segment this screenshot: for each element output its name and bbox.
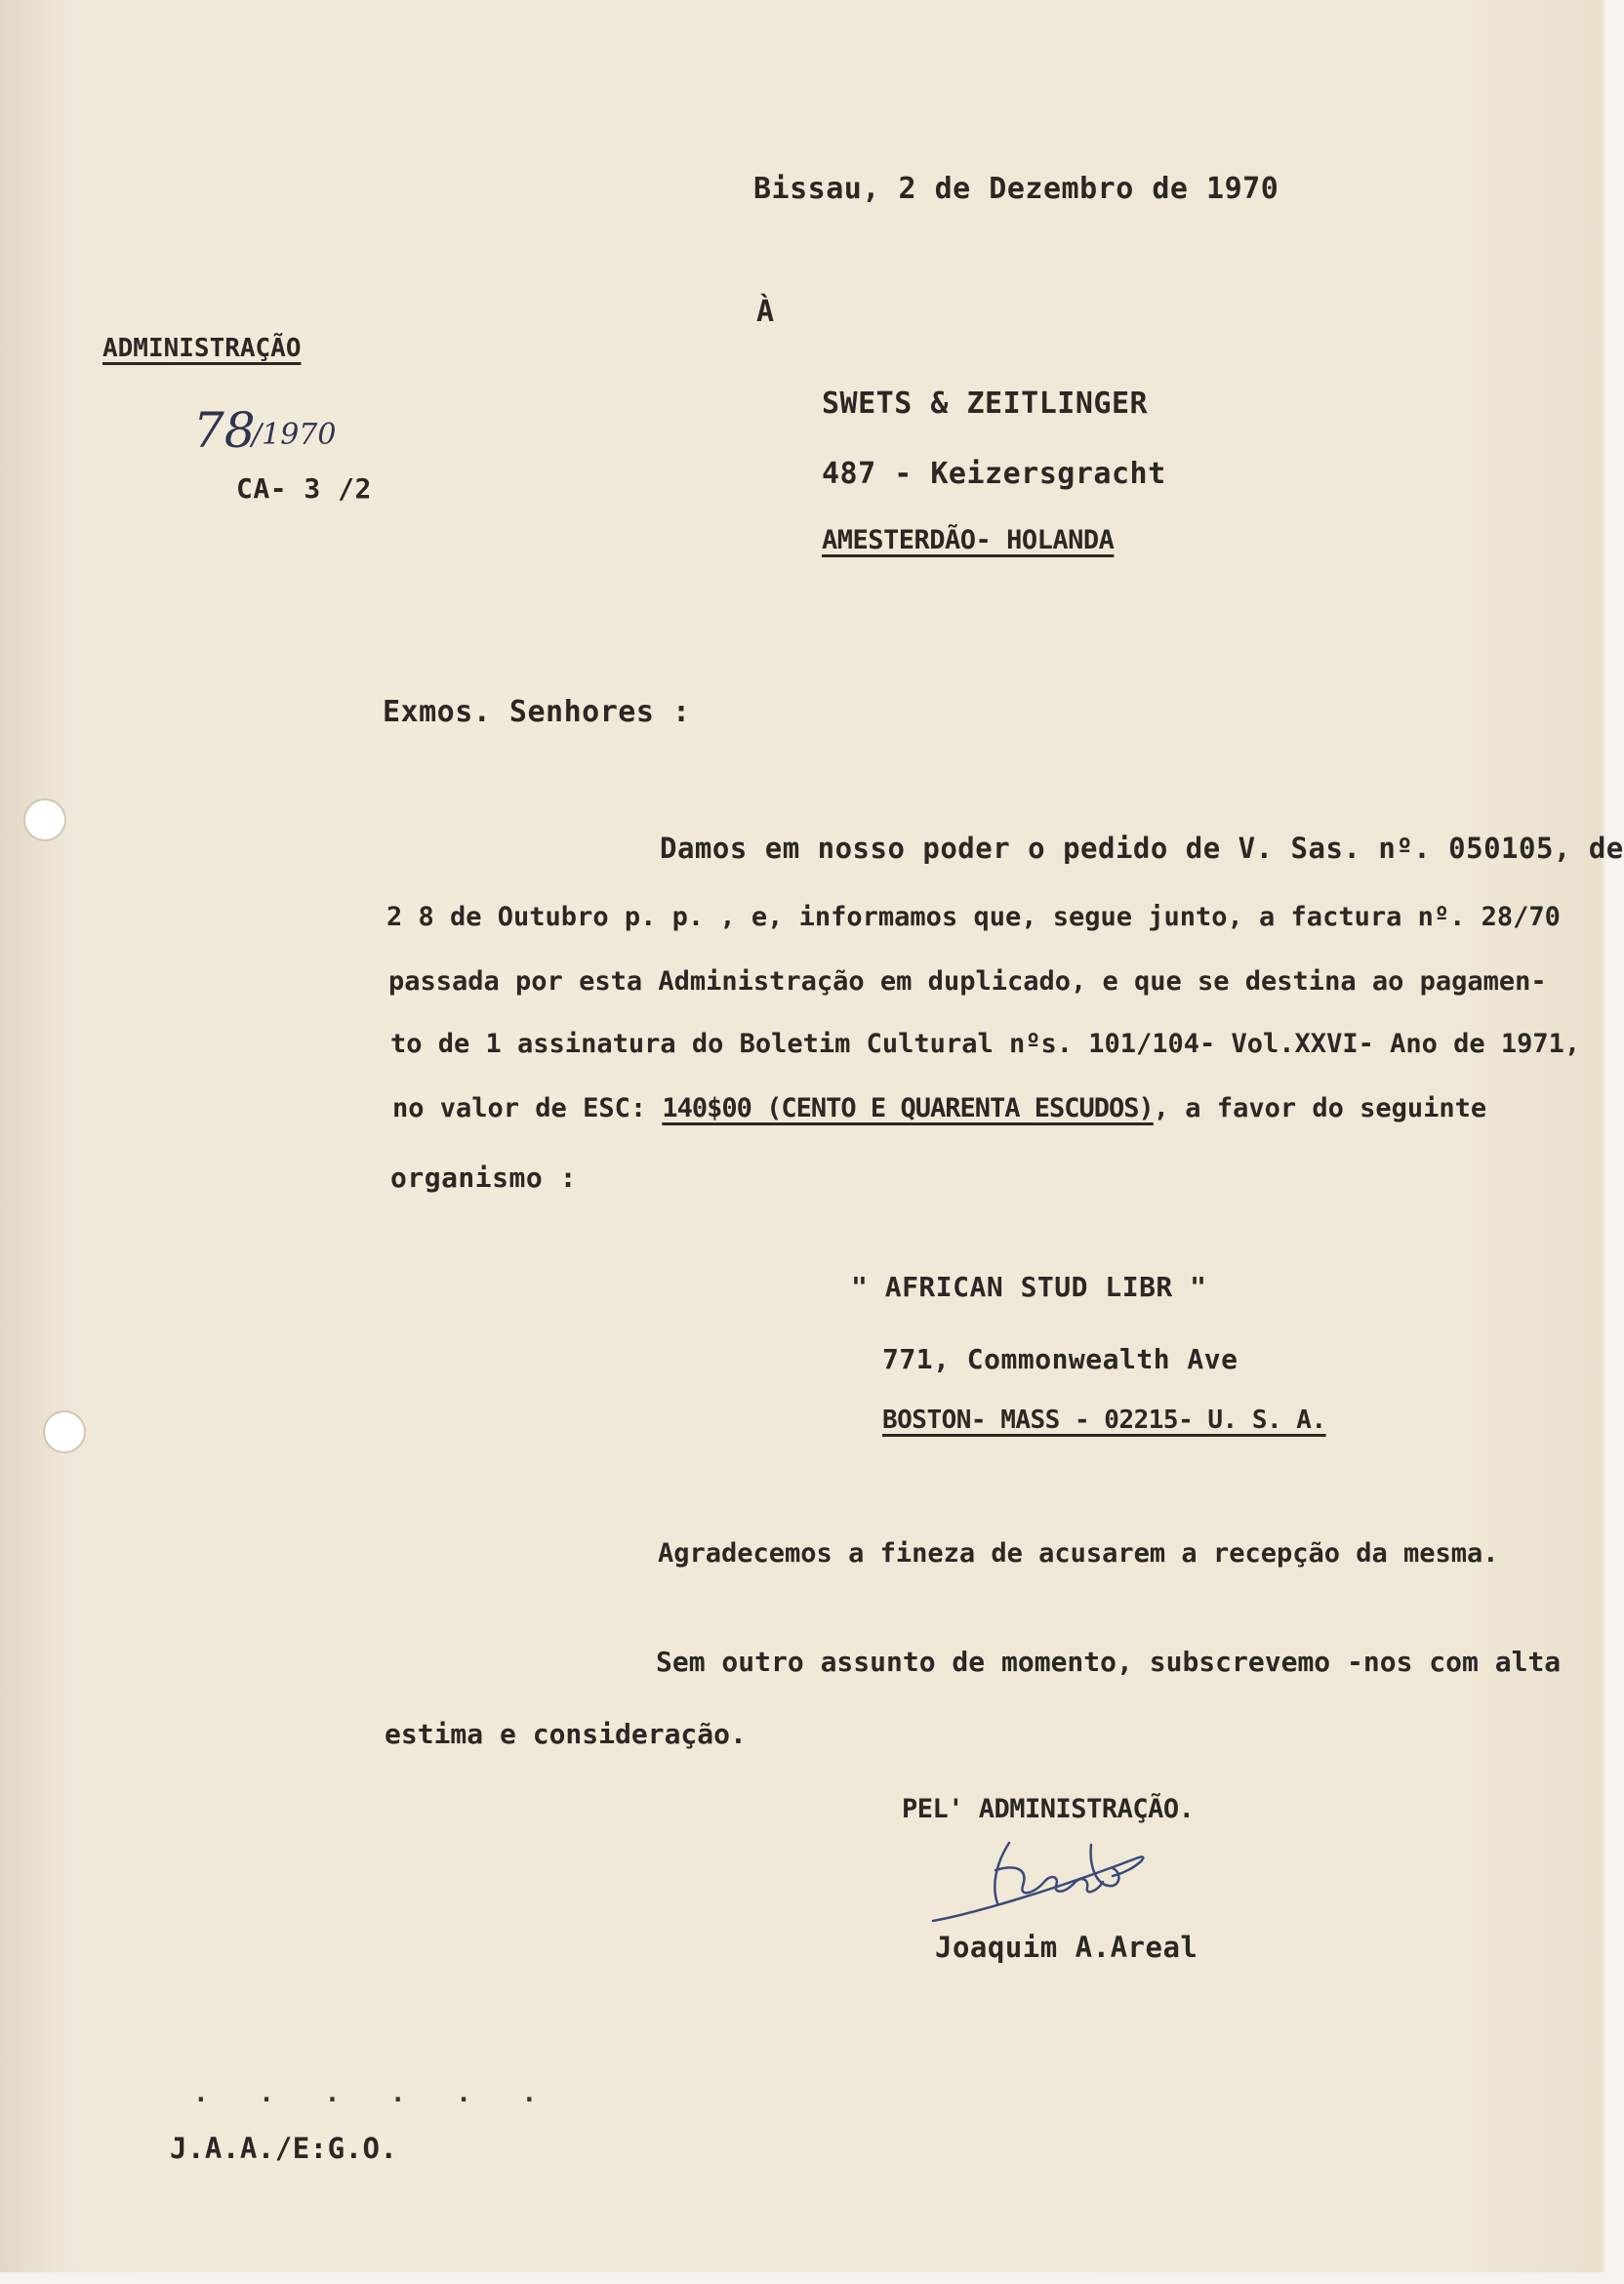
- beneficiary-city: BOSTON- MASS - 02215- U. S. A.: [882, 1406, 1326, 1435]
- body-last-line: organismo :: [390, 1162, 577, 1194]
- thanks-line: Agradecemos a fineza de acusarem a recepção da mesma.: [658, 1538, 1499, 1569]
- closing-line-1: Sem outro assunto de momento, subscrevemo -nos com alta: [656, 1646, 1562, 1678]
- value-suffix: , a favor do seguinte: [1153, 1093, 1487, 1123]
- value-amount: 140$00 (CENTO E QUARENTA ESCUDOS): [662, 1093, 1154, 1123]
- signature-organization: PEL' ADMINISTRAÇÃO.: [902, 1794, 1195, 1824]
- body-line-3: passada por esta Administração em duplicado, e que se destina ao pagamen-: [388, 966, 1547, 997]
- body-line-4: to de 1 assinatura do Boletim Cultural nºs. 101/104- Vol.XXVI- Ano de 1971,: [390, 1029, 1581, 1059]
- punch-hole-top: [23, 798, 66, 841]
- department-heading: ADMINISTRAÇÃO: [102, 334, 302, 363]
- recipient-city: AMESTERDÃO- HOLANDA: [822, 525, 1115, 555]
- handwritten-signature: [927, 1825, 1181, 1933]
- punch-hole-bottom: [43, 1410, 86, 1453]
- signer-name: Joaquim A.Areal: [935, 1931, 1198, 1964]
- closing-line-2: estima e consideração.: [385, 1718, 747, 1750]
- dots-row: . . . . . .: [193, 2079, 555, 2108]
- value-prefix: no valor de ESC:: [392, 1093, 647, 1123]
- a-mark: À: [756, 295, 775, 329]
- recipient-name: SWETS & ZEITLINGER: [822, 387, 1149, 421]
- salutation: Exmos. Senhores :: [383, 695, 691, 729]
- reference-year: /1970: [252, 418, 337, 452]
- value-line: [392, 1093, 1486, 1123]
- reference-number: 78: [193, 402, 256, 459]
- body-line-1: Damos em nosso poder o pedido de V. Sas. nº. 050105, de: [660, 832, 1624, 865]
- reference-file: CA- 3 /2: [236, 472, 372, 505]
- body-line-2: 2 8 de Outubro p. p. , e, informamos que, segue junto, a factura nº. 28/70: [386, 902, 1561, 932]
- beneficiary-street: 771, Commonwealth Ave: [882, 1343, 1238, 1375]
- recipient-street: 487 - Keizersgracht: [822, 457, 1166, 491]
- beneficiary-name: " AFRICAN STUD LIBR ": [851, 1271, 1207, 1303]
- date-line: Bissau, 2 de Dezembro de 1970: [753, 172, 1279, 206]
- typist-initials: J.A.A./E:G.O.: [170, 2132, 398, 2165]
